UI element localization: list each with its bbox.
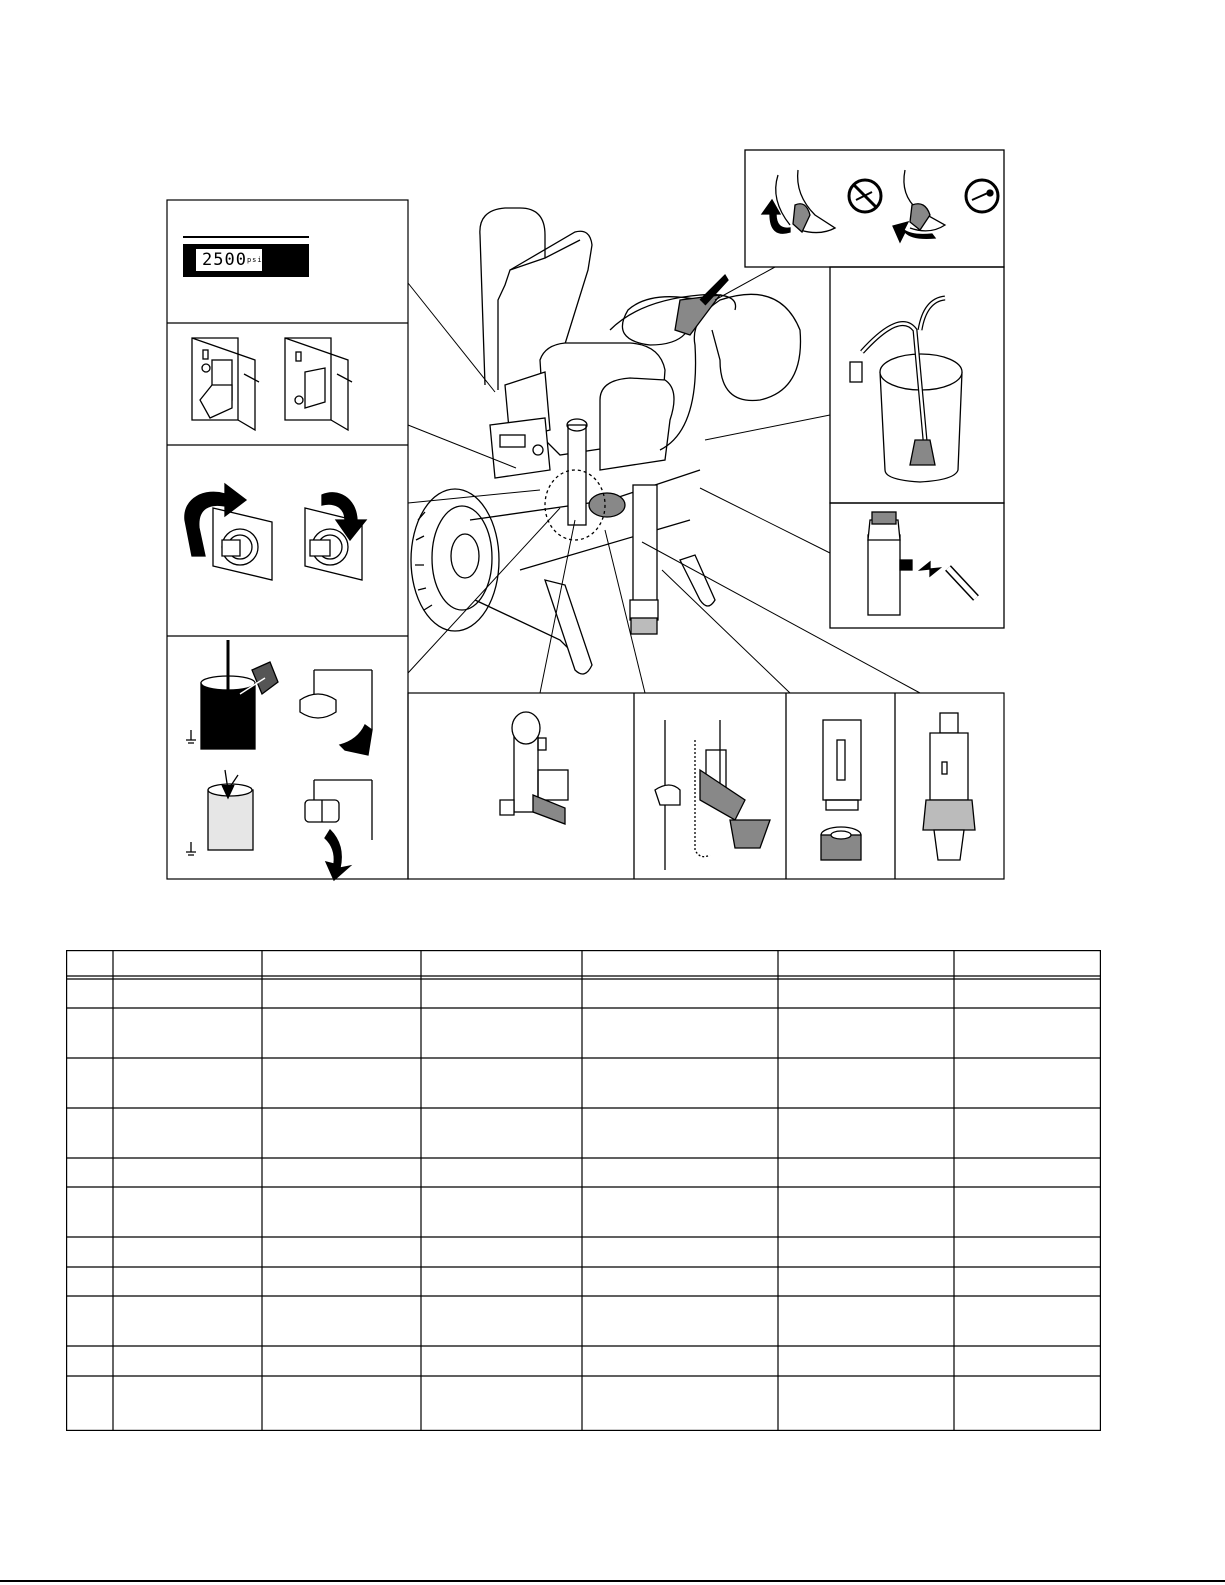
prime-spray-valve-icon (186, 640, 372, 880)
pressure-control-knob-icon (185, 484, 366, 580)
inlet-strainer-icon (821, 720, 861, 860)
fluid-filter-icon (500, 712, 568, 824)
trigger-lock-icon (762, 170, 998, 242)
pressure-display (202, 249, 263, 271)
footer-rule (0, 1580, 1225, 1582)
pressure-unit: psi (246, 256, 263, 264)
pump-fluid-outlet-icon (868, 512, 976, 615)
sprayer-icon (411, 208, 801, 674)
callout-leader-lines (408, 267, 920, 693)
power-switch-icon (192, 338, 352, 430)
pump-lower-icon (923, 713, 975, 860)
empty-table-grid (66, 950, 1101, 1431)
siphon-tube-pail-icon (850, 298, 962, 482)
prime-valve-bucket-icon (655, 720, 770, 870)
pressure-value: 2500 (202, 250, 247, 270)
